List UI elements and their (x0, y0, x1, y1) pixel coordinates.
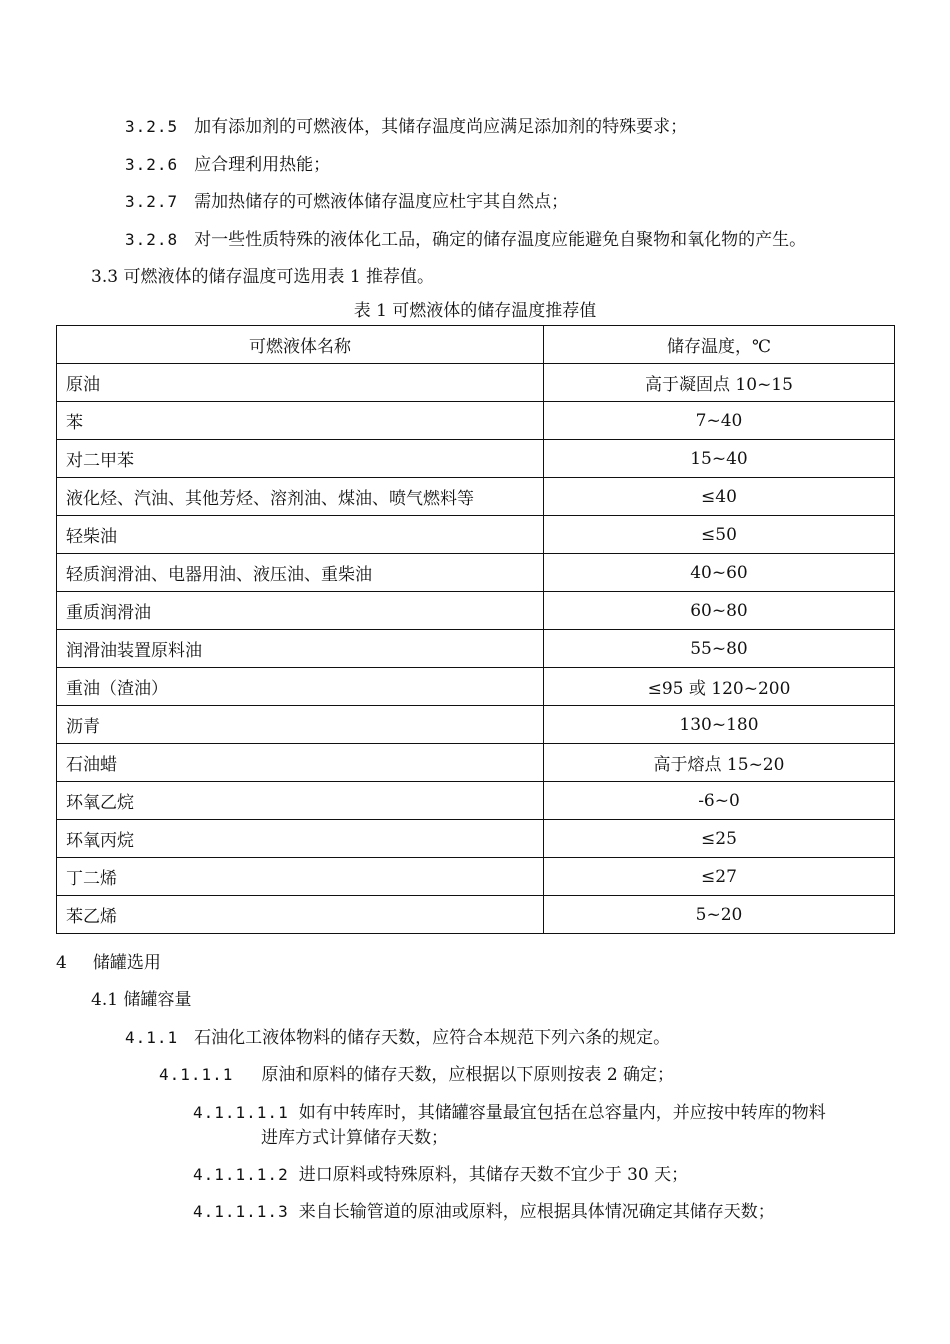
liquid-name: 轻柴油 (57, 516, 544, 554)
clause-text: 对一些性质特殊的液体化工品，确定的储存温度应能避免自聚物和氧化物的产生。 (194, 230, 807, 250)
clause-text: 石油化工液体物料的储存天数，应符合本规范下列六条的规定。 (194, 1028, 671, 1048)
clause-text: 来自长输管道的原油或原料，应根据具体情况确定其储存天数； (298, 1202, 775, 1222)
liquid-name: 对二甲苯 (57, 440, 544, 478)
liquid-name: 苯 (57, 402, 544, 440)
clause-3-3: 3.3 可燃液体的储存温度可选用表 1 推荐值。 (91, 267, 435, 287)
section-number: 4 (56, 953, 67, 973)
section-4-1-heading: 4.1 储罐容量 (91, 990, 192, 1010)
clause-number: 3.2.7 (125, 192, 179, 211)
table-row (57, 440, 895, 478)
table-row (57, 782, 895, 820)
clause-4-1-1-1-3 (193, 1201, 775, 1223)
table-caption: 表 1 可燃液体的储存温度推荐值 (353, 301, 597, 321)
clause-number: 4.1.1.1.3 (193, 1202, 289, 1221)
clause-4-1-1 (125, 1027, 670, 1049)
table-row (57, 630, 895, 668)
storage-temperature: 55~80 (544, 630, 895, 668)
clause-number: 3.2.6 (125, 155, 179, 174)
clause-number: 4.1.1.1.2 (193, 1165, 289, 1184)
liquid-name: 石油蜡 (57, 744, 544, 782)
storage-temperature: ≤27 (544, 858, 895, 896)
liquid-name: 重质润滑油 (57, 592, 544, 630)
clause-number: 4.1.1 (125, 1028, 179, 1047)
clause-number: 4.1.1.1.1 (193, 1103, 289, 1122)
table-row (57, 668, 895, 706)
section-title: 储罐选用 (92, 953, 161, 973)
table-row (57, 744, 895, 782)
table-row (57, 820, 895, 858)
liquid-name: 沥青 (57, 706, 544, 744)
table-row (57, 516, 895, 554)
storage-temperature: 40~60 (544, 554, 895, 592)
liquid-name: 丁二烯 (57, 858, 544, 896)
storage-temperature: 60~80 (544, 592, 895, 630)
table-row (57, 706, 895, 744)
clause-text: 应合理利用热能； (194, 155, 331, 175)
table-row (57, 896, 895, 934)
liquid-name: 重油（渣油） (57, 668, 544, 706)
storage-temperature: ≤95 或 120~200 (544, 668, 895, 706)
clause-4-1-1-1-1 (193, 1102, 826, 1124)
column-header-temperature: 储存温度，℃ (544, 326, 895, 364)
clause-text: 进口原料或特殊原料，其储存天数不宜少于 30 天； (298, 1165, 689, 1185)
clause-number: 3.2.5 (125, 117, 179, 136)
liquid-name: 液化烃、汽油、其他芳烃、溶剂油、煤油、喷气燃料等 (57, 478, 544, 516)
liquid-name: 环氧丙烷 (57, 820, 544, 858)
storage-temperature-table (56, 325, 895, 934)
clause-text: 需加热储存的可燃液体储存温度应杜宇其自然点； (194, 192, 569, 212)
clause-3-2-7 (125, 191, 568, 213)
table-row (57, 402, 895, 440)
storage-temperature: 高于熔点 15~20 (544, 744, 895, 782)
storage-temperature: ≤50 (544, 516, 895, 554)
table-row (57, 554, 895, 592)
section-4-heading (56, 952, 161, 974)
clause-text: 原油和原料的储存天数，应根据以下原则按表 2 确定； (261, 1065, 675, 1085)
liquid-name: 轻质润滑油、电器用油、液压油、重柴油 (57, 554, 544, 592)
liquid-name: 环氧乙烷 (57, 782, 544, 820)
storage-temperature: ≤25 (544, 820, 895, 858)
clause-3-2-8 (125, 229, 806, 251)
clause-text: 如有中转库时，其储罐容量最宜包括在总容量内，并应按中转库的物料 (298, 1103, 826, 1123)
clause-number: 4.1.1.1 (159, 1065, 234, 1084)
storage-temperature: 15~40 (544, 440, 895, 478)
storage-temperature: ≤40 (544, 478, 895, 516)
clause-4-1-1-1 (159, 1064, 674, 1086)
storage-temperature: 5~20 (544, 896, 895, 934)
clause-4-1-1-1-2 (193, 1164, 688, 1186)
clause-3-2-5 (125, 116, 687, 138)
table-row (57, 364, 895, 402)
liquid-name: 润滑油装置原料油 (57, 630, 544, 668)
liquid-name: 苯乙烯 (57, 896, 544, 934)
storage-temperature: -6~0 (544, 782, 895, 820)
column-header-name: 可燃液体名称 (57, 326, 544, 364)
table-header-row (57, 326, 895, 364)
table-row (57, 858, 895, 896)
clause-continuation: 进库方式计算储存天数； (261, 1128, 448, 1148)
storage-temperature: 高于凝固点 10~15 (544, 364, 895, 402)
clause-3-2-6 (125, 154, 330, 176)
storage-temperature: 7~40 (544, 402, 895, 440)
clause-text: 加有添加剂的可燃液体，其储存温度尚应满足添加剂的特殊要求； (194, 117, 688, 137)
liquid-name: 原油 (57, 364, 544, 402)
storage-temperature: 130~180 (544, 706, 895, 744)
table-row (57, 478, 895, 516)
clause-number: 3.2.8 (125, 230, 179, 249)
table-row (57, 592, 895, 630)
